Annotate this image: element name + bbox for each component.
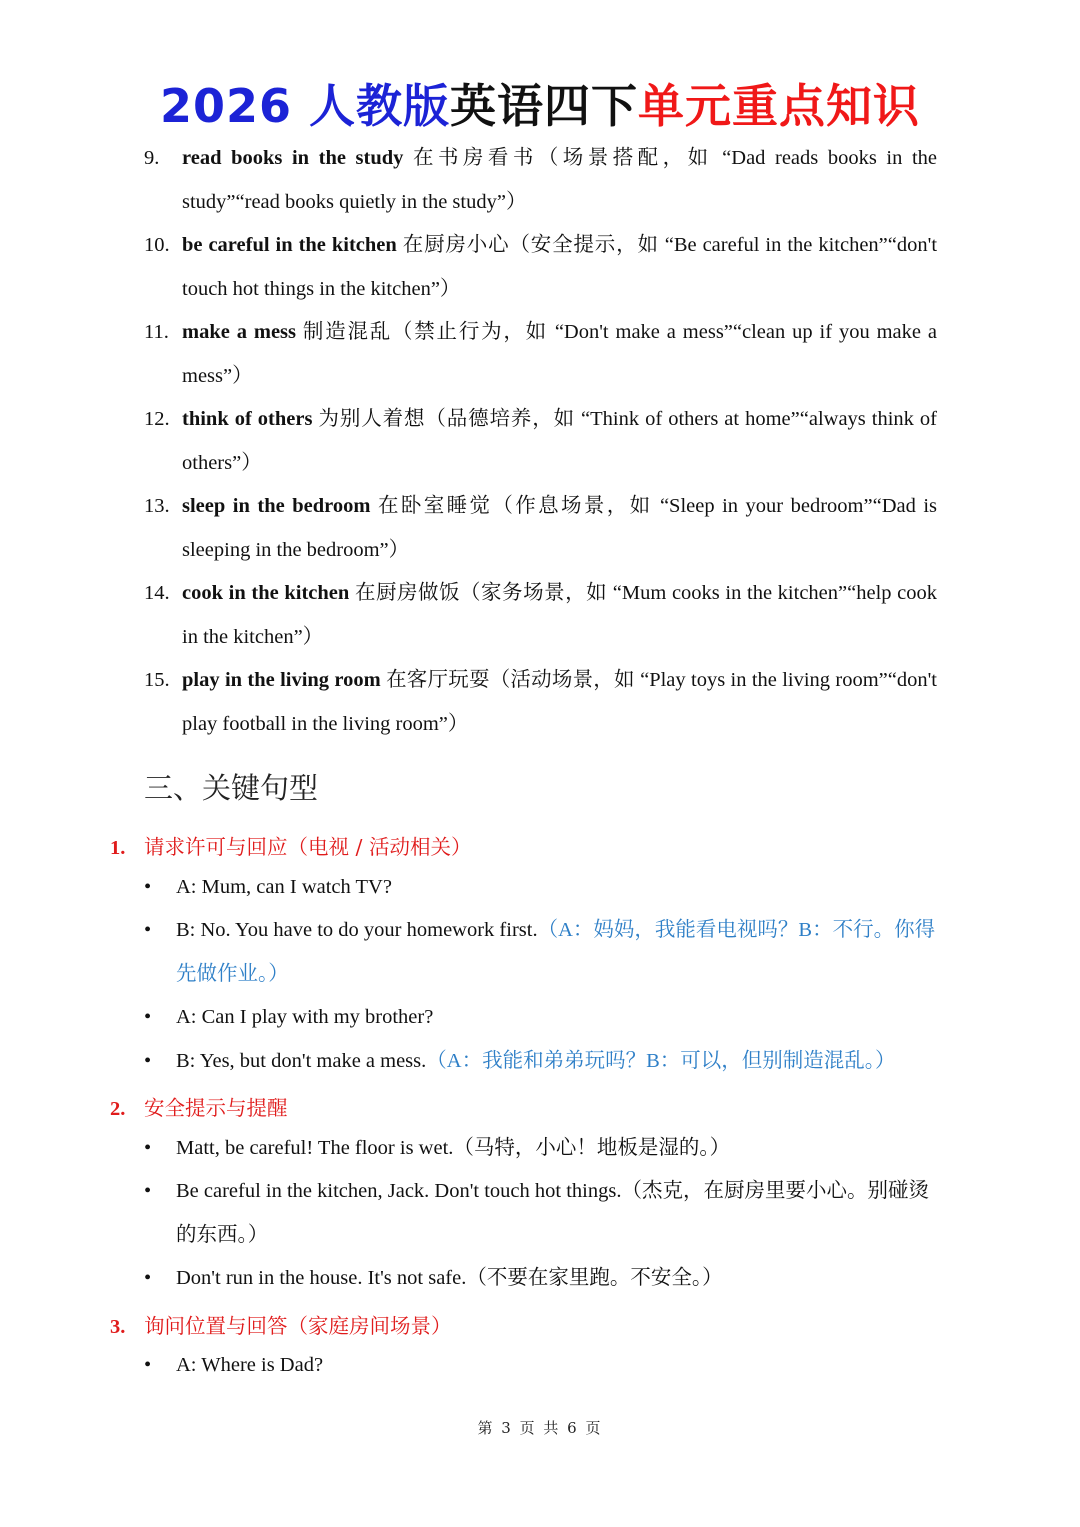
list-item <box>144 1040 939 1084</box>
vocab-number: 9. <box>144 147 160 169</box>
bullet-icon: • <box>144 919 152 941</box>
vocab-number: 13. <box>144 495 170 517</box>
list-item <box>144 996 939 1040</box>
vocab-list <box>144 137 937 746</box>
sentence-cn: （A：妈妈，我能看电视吗？B：不行。你得先做作业。） <box>176 919 936 985</box>
subsection-title: 请求许可与回应（电视 / 活动相关） <box>144 835 472 859</box>
vocab-number: 11. <box>144 321 169 343</box>
page-title <box>0 70 1080 136</box>
vocab-item <box>144 224 937 311</box>
vocab-number: 15. <box>144 669 170 691</box>
vocab-phrase: be careful in the kitchen <box>182 234 397 256</box>
title-part-3: 单元重点知识 <box>638 79 921 133</box>
bullet-icon: • <box>144 876 152 898</box>
bullet-icon: • <box>144 1137 152 1159</box>
vocab-number: 14. <box>144 582 170 604</box>
title-part-1: 2026 人教版 <box>159 79 451 133</box>
subsection-heading <box>110 830 471 860</box>
vocab-item <box>144 311 937 398</box>
list-item <box>144 1257 939 1301</box>
subsection-title: 安全提示与提醒 <box>144 1096 288 1120</box>
page-footer: 第 3 页 共 6 页 <box>477 1419 603 1437</box>
subsection-number: 3. <box>110 1316 126 1338</box>
vocab-number: 12. <box>144 408 170 430</box>
vocab-item <box>144 137 937 224</box>
sentence-en: B: Yes, but don't make a mess. <box>176 1050 427 1072</box>
vocab-phrase: sleep in the bedroom <box>182 495 371 517</box>
subsection-number: 2. <box>110 1098 126 1120</box>
vocab-phrase: make a mess <box>182 321 297 343</box>
vocab-phrase: play in the living room <box>182 669 381 691</box>
vocab-explanation: 在厨房做饭（家务场景，如 “Mum cooks in the kitchen”“help cook in the kitchen”） <box>182 582 937 648</box>
vocab-explanation: 在客厅玩耍（活动场景，如 “Play toys in the living room”“don't play football in the living room”） <box>182 669 938 735</box>
vocab-phrase: cook in the kitchen <box>182 582 350 604</box>
sentence: Matt, be careful! The floor is wet.（马特，小心！地板是湿的。） <box>176 1137 731 1159</box>
list-item <box>144 1127 939 1171</box>
vocab-explanation: 制造混乱（禁止行为，如 “Don't make a mess”“clean up if you make a mess”） <box>182 321 937 387</box>
list-item <box>144 1170 939 1257</box>
list-item <box>144 866 939 910</box>
vocab-number: 10. <box>144 234 170 256</box>
vocab-item <box>144 398 937 485</box>
subsection-title: 询问位置与回答（家庭房间场景） <box>144 1314 452 1338</box>
bullet-icon: • <box>144 1354 152 1376</box>
bullet-icon: • <box>144 1267 152 1289</box>
sentence-cn: （A：我能和弟弟玩吗？B：可以，但别制造混乱。） <box>426 1050 896 1072</box>
bullet-icon: • <box>144 1180 152 1202</box>
subsection-number: 1. <box>110 837 126 859</box>
vocab-explanation: 在书房看书（场景搭配，如 “Dad reads books in the study”“read books quietly in the study”） <box>182 147 937 213</box>
sentence-en: A: Mum, can I watch TV? <box>176 876 392 898</box>
section-heading: 三、关键句型 <box>144 771 319 805</box>
list-item <box>144 909 939 996</box>
vocab-phrase: read books in the study <box>182 147 404 169</box>
vocab-item <box>144 659 937 746</box>
sentence-en: B: No. You have to do your homework first. <box>176 919 538 941</box>
sentence: A: Where is Dad? <box>176 1354 324 1376</box>
vocab-explanation: 在厨房小心（安全提示，如 “Be careful in the kitchen”“don't touch hot things in the kitchen”） <box>182 234 938 300</box>
bullet-icon: • <box>144 1006 152 1028</box>
title-part-2: 英语四下 <box>450 79 639 133</box>
subsection-heading <box>110 1309 452 1339</box>
vocab-phrase: think of others <box>182 408 313 430</box>
sentence: Don't run in the house. It's not safe.（不要在家里跑。不安全。） <box>176 1267 723 1289</box>
subsection-heading <box>110 1091 288 1121</box>
vocab-item <box>144 485 937 572</box>
vocab-explanation: 为别人着想（品德培养，如 “Think of others at home”“always think of others”） <box>182 408 938 474</box>
sentence-en: A: Can I play with my brother? <box>176 1006 434 1028</box>
bullet-icon: • <box>144 1050 152 1072</box>
vocab-item <box>144 572 937 659</box>
vocab-explanation: 在卧室睡觉（作息场景，如 “Sleep in your bedroom”“Dad is sleeping in the bedroom”） <box>182 495 938 561</box>
list-item <box>144 1344 939 1388</box>
sentence: Be careful in the kitchen, Jack. Don't touch hot things.（杰克，在厨房里要小心。别碰烫的东西。） <box>176 1180 929 1246</box>
